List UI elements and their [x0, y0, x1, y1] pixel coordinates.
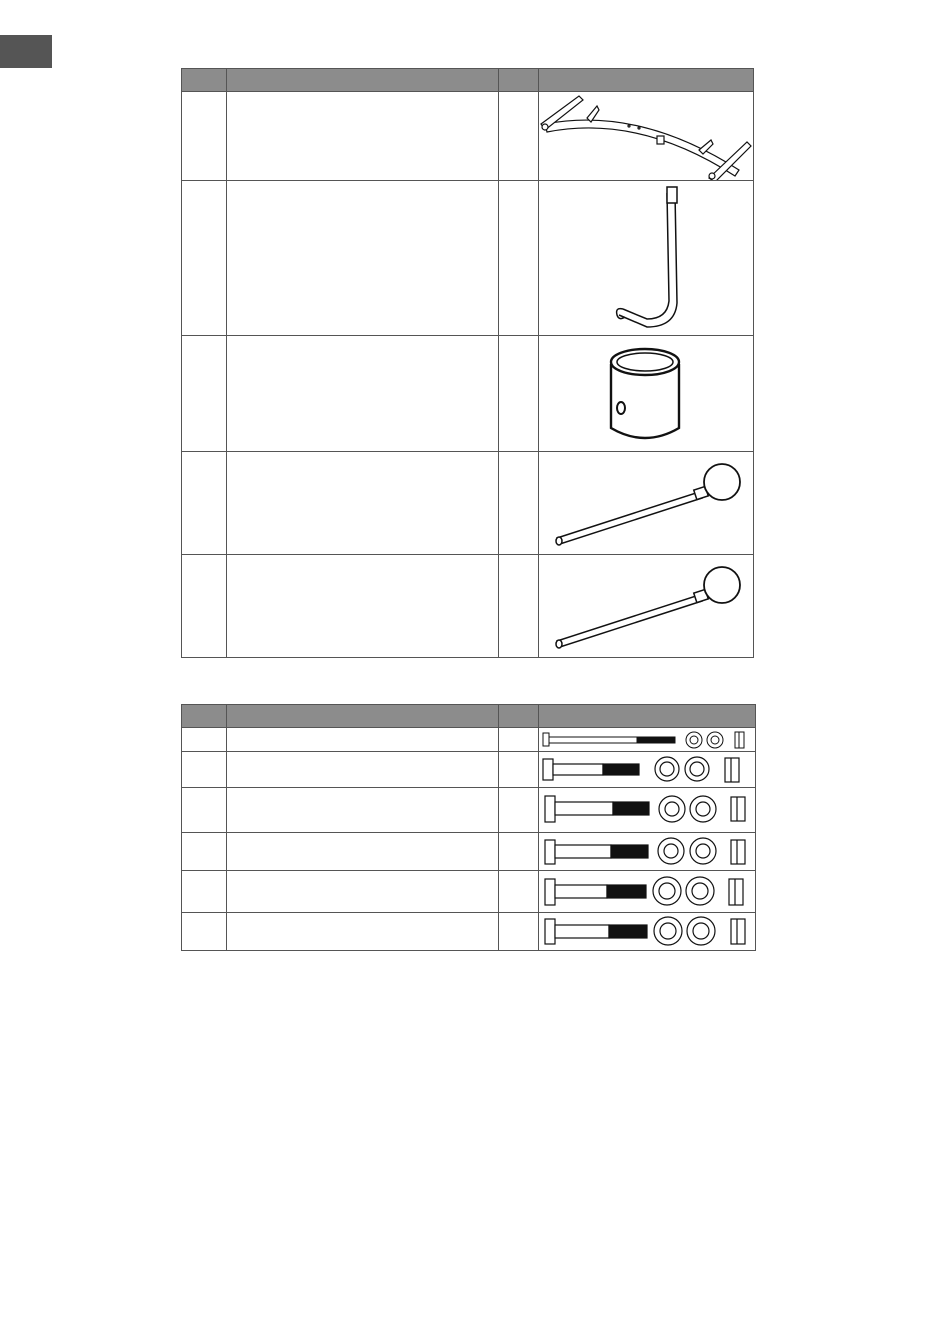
bolt-washer-nut-icon	[539, 913, 755, 950]
part-quantity	[499, 555, 539, 658]
header-image	[539, 69, 754, 92]
part-quantity	[499, 871, 539, 913]
part-description	[227, 728, 499, 752]
part-number	[182, 913, 227, 951]
table-row	[182, 555, 754, 658]
table-row	[182, 788, 756, 833]
header-number	[182, 69, 227, 92]
part-number	[182, 752, 227, 788]
part-image	[539, 871, 756, 913]
curved-crossbar-icon	[539, 92, 753, 180]
table-header-row	[182, 69, 754, 92]
part-number	[182, 871, 227, 913]
header-quantity	[499, 705, 539, 728]
part-image	[539, 92, 754, 181]
main-parts-table	[181, 68, 754, 658]
j-hook-tube-icon	[539, 181, 753, 335]
part-image	[539, 555, 754, 658]
part-image	[539, 452, 754, 555]
bolt-washer-nut-icon	[539, 728, 755, 751]
part-description	[227, 452, 499, 555]
part-quantity	[499, 752, 539, 788]
tube-sleeve-icon	[539, 336, 753, 451]
part-number	[182, 92, 227, 181]
part-number	[182, 555, 227, 658]
part-description	[227, 336, 499, 452]
header-quantity	[499, 69, 539, 92]
table-header-row	[182, 705, 756, 728]
bolt-washer-nut-icon	[539, 871, 755, 912]
part-number	[182, 833, 227, 871]
header-number	[182, 705, 227, 728]
table-row	[182, 452, 754, 555]
part-description	[227, 871, 499, 913]
part-quantity	[499, 336, 539, 452]
part-quantity	[499, 788, 539, 833]
table-row	[182, 833, 756, 871]
part-image	[539, 181, 754, 336]
part-quantity	[499, 92, 539, 181]
part-number	[182, 181, 227, 336]
part-description	[227, 788, 499, 833]
part-number	[182, 452, 227, 555]
page-corner-tab	[0, 35, 52, 68]
table-row	[182, 92, 754, 181]
header-description	[227, 705, 499, 728]
table-row	[182, 336, 754, 452]
bolt-washer-nut-icon	[539, 833, 755, 870]
header-description	[227, 69, 499, 92]
table-row	[182, 913, 756, 951]
part-quantity	[499, 181, 539, 336]
ball-end-rod-icon	[539, 555, 753, 657]
part-description	[227, 833, 499, 871]
part-number	[182, 788, 227, 833]
table-row	[182, 181, 754, 336]
part-description	[227, 92, 499, 181]
part-number	[182, 336, 227, 452]
header-image	[539, 705, 756, 728]
table-row	[182, 728, 756, 752]
part-description	[227, 181, 499, 336]
part-description	[227, 752, 499, 788]
part-quantity	[499, 833, 539, 871]
part-image	[539, 752, 756, 788]
part-quantity	[499, 452, 539, 555]
table-row	[182, 752, 756, 788]
bolt-washer-nut-icon	[539, 788, 755, 832]
table-row	[182, 871, 756, 913]
part-image	[539, 833, 756, 871]
ball-end-rod-icon	[539, 452, 753, 554]
part-quantity	[499, 913, 539, 951]
part-image	[539, 728, 756, 752]
part-description	[227, 913, 499, 951]
part-image	[539, 336, 754, 452]
bolt-washer-nut-icon	[539, 752, 755, 787]
part-image	[539, 788, 756, 833]
part-quantity	[499, 728, 539, 752]
part-number	[182, 728, 227, 752]
hardware-parts-table	[181, 704, 756, 951]
part-image	[539, 913, 756, 951]
part-description	[227, 555, 499, 658]
